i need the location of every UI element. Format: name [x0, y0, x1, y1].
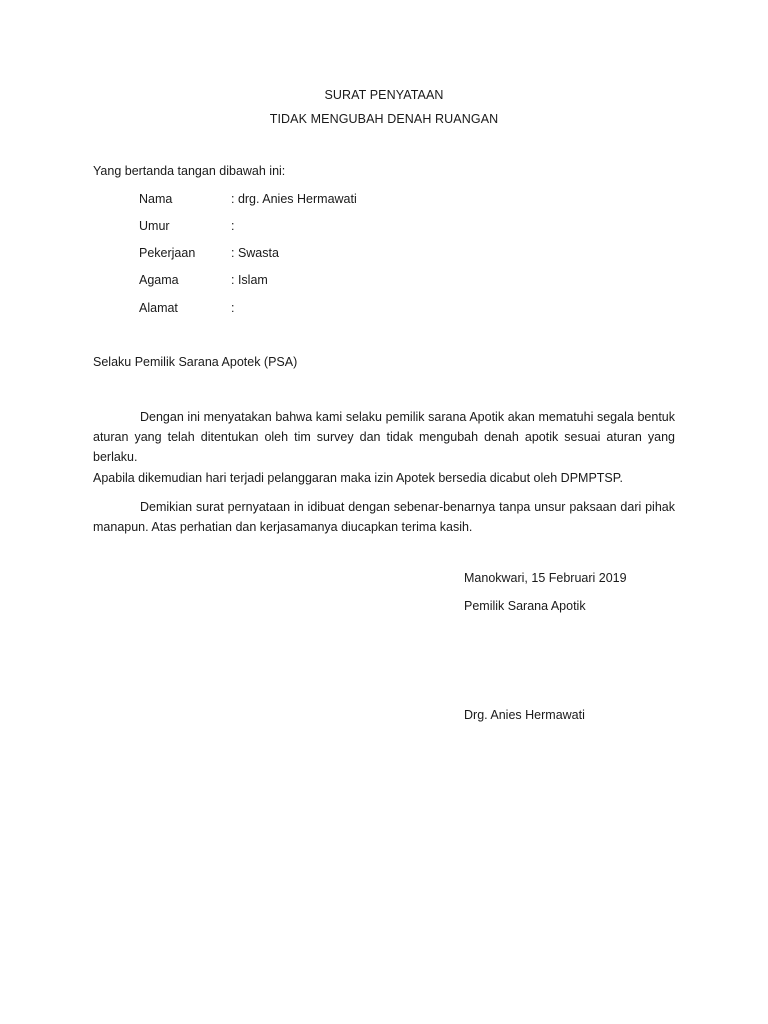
- signature-place-date: Manokwari, 15 Februari 2019: [464, 571, 627, 585]
- field-value-agama: : Islam: [231, 273, 268, 287]
- intro-text: Yang bertanda tangan dibawah ini:: [93, 164, 286, 178]
- field-value-nama: : drg. Anies Hermawati: [231, 192, 357, 206]
- signature-name: Drg. Anies Hermawati: [464, 708, 585, 722]
- paragraph-closing: Demikian surat pernyataan in idibuat dengan sebenar-benarnya tanpa unsur paksaan dari pihak manapun. Atas perhatian dan kerjasamanya diucapkan terima kasih.: [93, 500, 675, 534]
- field-label-agama: Agama: [139, 273, 179, 287]
- field-value-alamat: :: [231, 301, 235, 315]
- field-value-pekerjaan: : Swasta: [231, 246, 279, 260]
- field-label-alamat: Alamat: [139, 301, 178, 315]
- field-label-umur: Umur: [139, 219, 170, 233]
- document-title: SURAT PENYATAAN: [324, 88, 444, 102]
- document-subtitle: TIDAK MENGUBAH DENAH RUANGAN: [269, 112, 499, 126]
- field-value-umur: :: [231, 219, 235, 233]
- role-statement: Selaku Pemilik Sarana Apotek (PSA): [93, 355, 298, 369]
- signature-role: Pemilik Sarana Apotik: [464, 599, 586, 613]
- paragraph-statement: Dengan ini menyatakan bahwa kami selaku pemilik sarana Apotik akan mematuhi segala bentuk aturan yang telah ditentukan oleh tim survey dan tidak mengubah denah apotik sesuai aturan yang berlaku.: [93, 410, 675, 464]
- field-label-nama: Nama: [139, 192, 173, 206]
- paragraph-sanction: Apabila dikemudian hari terjadi pelanggaran maka izin Apotek bersedia dicabut oleh DPMPTSP.: [93, 471, 623, 485]
- field-label-pekerjaan: Pekerjaan: [139, 246, 196, 260]
